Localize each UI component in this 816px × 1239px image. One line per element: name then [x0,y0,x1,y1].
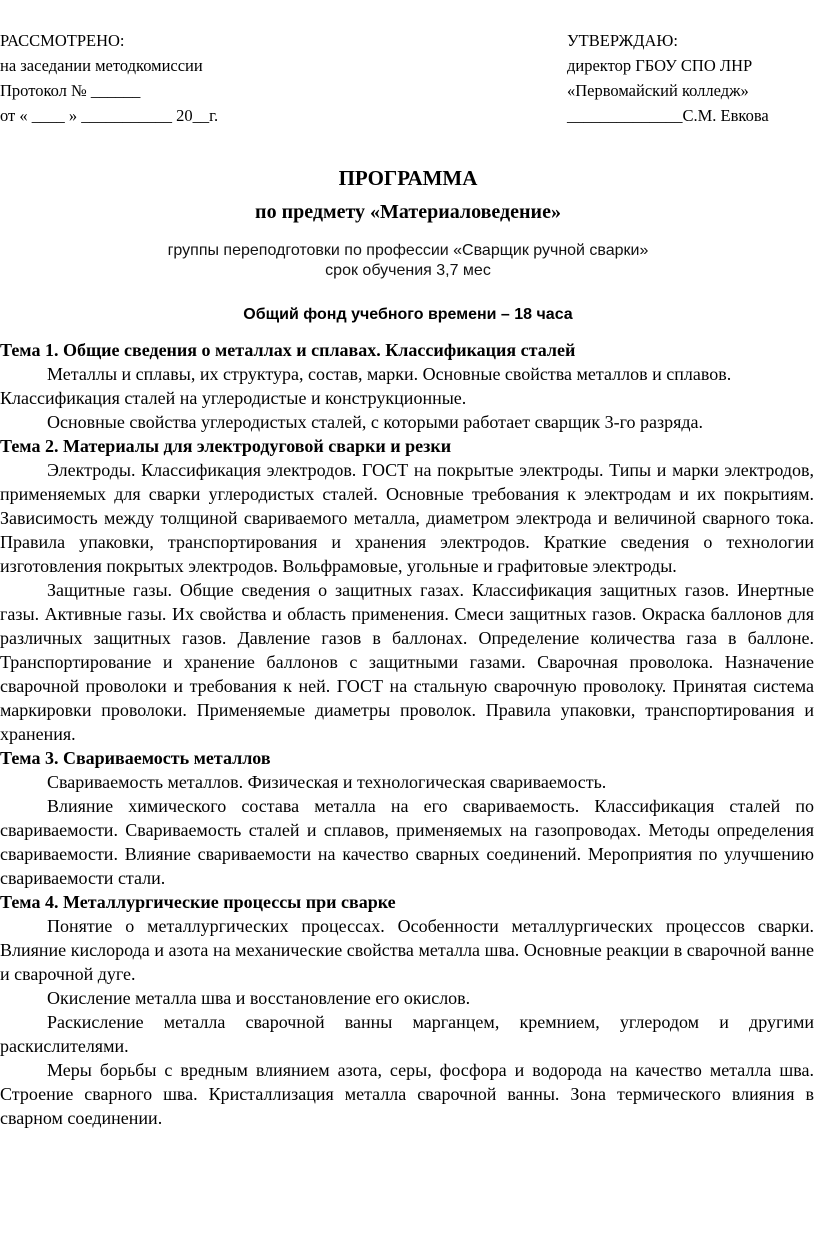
topic-2-para-2: Защитные газы. Общие сведения о защитных газах. Классификация защитных газов. Инертные газы. Активные газы. Их свойства и область применения. Смеси защитных газов. Окраска баллонов для различных защитных газов. Давление газов в баллонах. Определение количества газа в баллоне. Транспортирование и хранение баллонов с защитными газами. Сварочная проволока. Назначение сварочной проволоки и требования к ней. ГОСТ на стальную сварочную проволоку. Принятая система маркировки проволоки. Применяемые диаметры проволок. Правила упаковки, транспортирования и хранения. [0,580,814,744]
topic-4-para-4: Меры борьбы с вредным влиянием азота, серы, фосфора и водорода на качество металла шва. Строение сварного шва. Кристаллизация металла сварочной ванны. Зона термического влияния в сварном соединении. [0,1060,814,1128]
college-line: «Первомайский колледж» [567,81,749,100]
director-line: директор ГБОУ СПО ЛНР [567,56,753,75]
topic-4-para-1: Понятие о металлургических процессах. Особенности металлургических процессов сварки. Влияние кислорода и азота на механические свойства металла шва. Основные реакции в сварочной ванне и сварочной дуге. [0,916,814,984]
approved-label: УТВЕРЖДАЮ: [567,31,678,50]
date-line: от « ____ » ___________ 20__г. [0,106,219,125]
time-fund-line: Общий фонд учебного времени – 18 часа [243,306,573,323]
group-line: группы переподготовки по профессии «Сварщик ручной сварки» [167,242,649,259]
topic-4-para-2: Окисление металла шва и восстановление его окислов. [47,988,471,1008]
commission-line: на заседании методкомиссии [0,56,203,75]
approval-header [0,28,816,128]
topic-1-para-2: Основные свойства углеродистых сталей, с которыми работает сварщик 3-го разряда. [47,412,704,432]
document-title: ПРОГРАММА [338,166,478,190]
topic-2-para-1: Электроды. Классификация электродов. ГОСТ на покрытые электроды. Типы и марки электродов, применяемых для сварки углеродистых сталей. Основные требования к электродам и их покрытиям. Зависимость между толщиной свариваемого металла, диаметром электрода и величиной сварного тока. Правила упаковки, транспортирования и хранения электродов. Краткие сведения о технологии изготовления покрытых электродов. Вольфрамовые, угольные и графитовые электроды. [0,460,814,576]
topic-4-para-3: Раскисление металла сварочной ванны марганцем, кремнием, углеродом и другими раскислителями. [0,1012,814,1056]
signature-line: ______________С.М. Евкова [567,106,769,125]
topic-1-para-1: Металлы и сплавы, их структура, состав, марки. Основные свойства металлов и сплавов. Классификация сталей на углеродистые и конструкционные. [0,364,732,408]
topic-4-title: Тема 4. Металлургические процессы при сварке [0,892,396,912]
program-body [0,338,814,1130]
topic-2-title: Тема 2. Материалы для электродуговой сварки и резки [0,436,452,456]
protocol-line: Протокол № ______ [0,81,141,100]
topic-3-para-1: Свариваемость металлов. Физическая и технологическая свариваемость. [47,772,607,792]
topic-3-para-2: Влияние химического состава металла на его свариваемость. Классификация сталей по свариваемости. Свариваемость сталей и сплавов, применяемых на газопроводах. Методы определения свариваемости. Влияние свариваемости на качество сварных соединений. Мероприятия по улучшению свариваемости стали. [0,796,814,888]
reviewed-block [0,28,400,128]
topic-1-title: Тема 1. Общие сведения о металлах и сплавах. Классификация сталей [0,340,576,360]
reviewed-label: РАССМОТРЕНО: [0,31,125,50]
term-line: срок обучения 3,7 мес [325,262,491,279]
subject-title: по предмету «Материаловедение» [255,201,561,223]
title-block [0,164,816,325]
approved-block [567,28,816,128]
topic-3-title: Тема 3. Свариваемость металлов [0,748,271,768]
